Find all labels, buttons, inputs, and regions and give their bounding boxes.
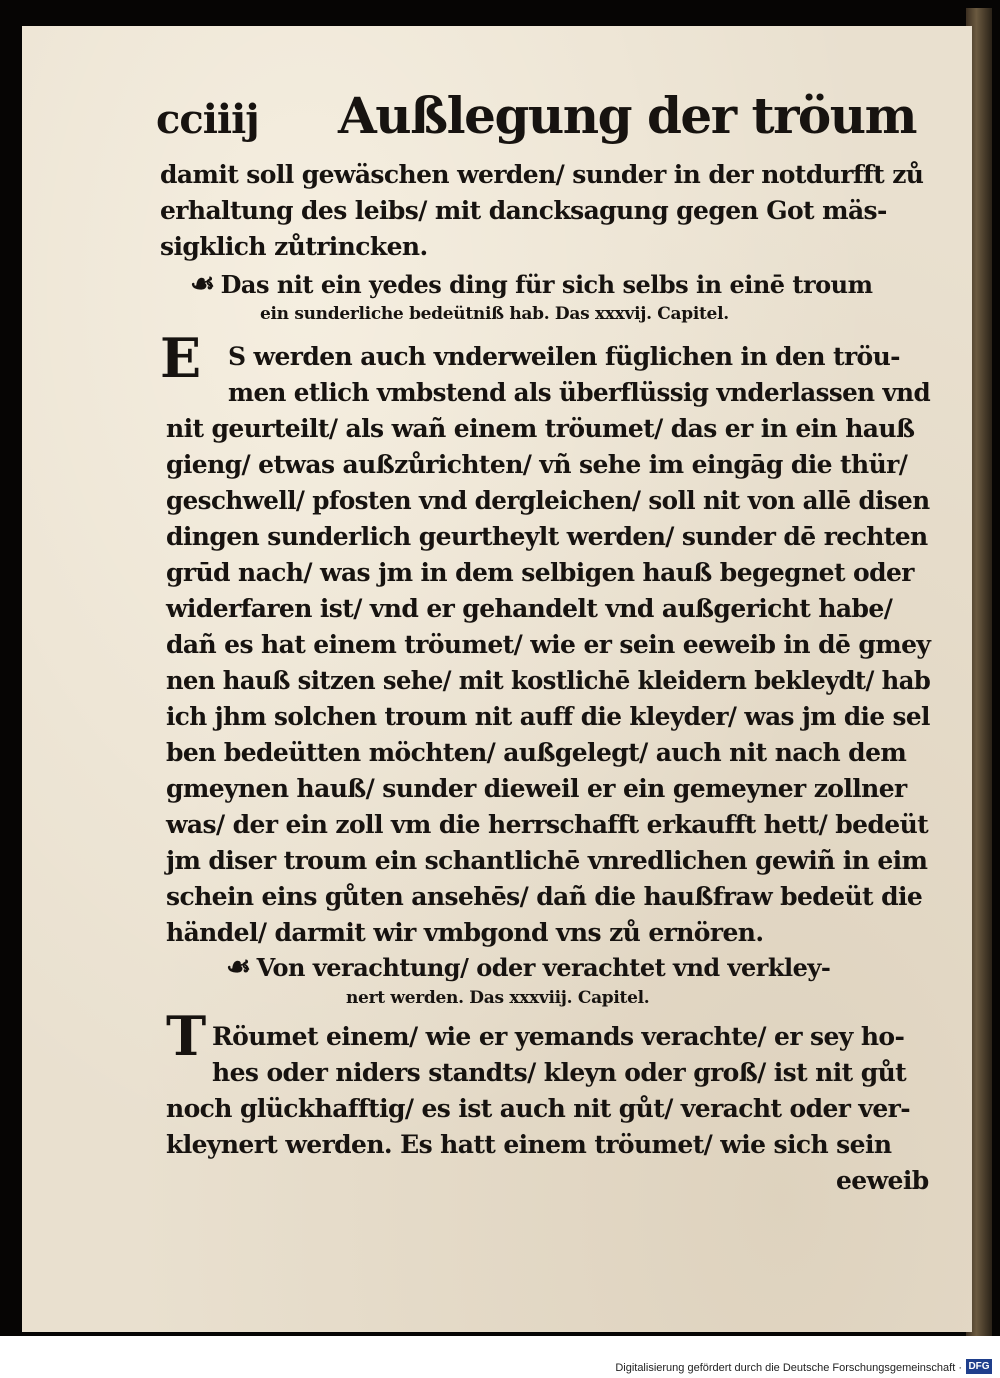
text-line: noch glückhafftig/ es ist auch nit gůt/ veracht oder ver-	[166, 1094, 911, 1123]
text-line: grūd nach/ was jm in dem selbigen hauß begegnet oder	[166, 558, 914, 587]
text-line: nit geurteilt/ als wañ einem tröumet/ das er in ein hauß	[166, 414, 915, 443]
text-line: dingen sunderlich geurtheylt werden/ sunder dē rechten	[166, 522, 928, 551]
text-line: kleynert werden. Es hatt einem tröumet/ wie sich sein	[166, 1130, 892, 1159]
chapter-subheading: ein sunderliche bedeütniß hab. Das xxxvij. Capitel.	[260, 304, 729, 324]
chapter-heading-line: Von verachtung/ oder verachtet vnd verkley-	[256, 953, 831, 982]
text-line: händel/ darmit wir vmbgond vns zů ernören.	[166, 918, 764, 947]
initial-letter: T	[166, 1004, 207, 1068]
text-line: gieng/ etwas außzůrichten/ vñ sehe im eingāg die thür/	[166, 450, 908, 479]
text-line: nen hauß sitzen sehe/ mit kostlichē kleidern bekleydt/ hab	[166, 666, 931, 695]
chapter-heading-1	[190, 267, 873, 300]
text-line: hes oder niders standts/ kleyn oder groß/ ist nit gůt	[212, 1058, 907, 1087]
text-line: ich jhm solchen troum nit auff die kleyder/ was jm die sel	[166, 702, 930, 731]
chapter-heading-2	[226, 950, 830, 983]
pilcrow-icon: ☙	[226, 950, 251, 983]
text-line: erhaltung des leibs/ mit dancksagung gegen Got mäs-	[160, 196, 887, 225]
text-line: ben bedeütten möchten/ außgelegt/ auch nit nach dem	[166, 738, 907, 767]
text-line: Röumet einem/ wie er yemands verachte/ er sey ho-	[212, 1022, 905, 1051]
dfg-logo-icon: DFG	[966, 1359, 992, 1374]
text-line: dañ es hat einem tröumet/ wie er sein eeweib in dē gmey	[166, 630, 931, 659]
text-line: schein eins gůten ansehēs/ dañ die haußfraw bedeüt die	[166, 882, 923, 911]
pilcrow-icon: ☙	[190, 267, 215, 300]
text-line: sigklich zůtrincken.	[160, 232, 428, 261]
text-line: jm diser troum ein schantlichē vnredlichen gewiñ in eim	[166, 846, 928, 875]
text-line: geschwell/ pfosten vnd dergleichen/ soll nit von allē disen	[166, 486, 930, 515]
chapter-heading-line: Das nit ein yedes ding für sich selbs in einē troum	[220, 270, 873, 299]
running-title: Außlegung der tröum	[338, 86, 917, 145]
text-line: was/ der ein zoll vm die herrschafft erkaufft hett/ bedeüt	[166, 810, 929, 839]
text-line: widerfaren ist/ vnd er gehandelt vnd außgericht habe/	[166, 594, 893, 623]
folio-number: cciiij	[156, 96, 259, 143]
text-line: gmeynen hauß/ sunder dieweil er ein gemeyner zollner	[166, 774, 907, 803]
text-line: S werden auch vnderweilen füglichen in den tröu-	[228, 342, 900, 371]
chapter-subheading: nert werden. Das xxxviij. Capitel.	[346, 988, 650, 1008]
text-line: men etlich vmbstend als überflüssig vnderlassen vnd	[228, 378, 931, 407]
catchword: eeweib	[836, 1166, 929, 1195]
text-line: damit soll gewäschen werden/ sunder in der notdurfft zů	[160, 160, 924, 189]
initial-letter: E	[160, 326, 202, 390]
funding-credit: Digitalisierung gefördert durch die Deutsche Forschungsgemeinschaft ·	[615, 1362, 962, 1374]
